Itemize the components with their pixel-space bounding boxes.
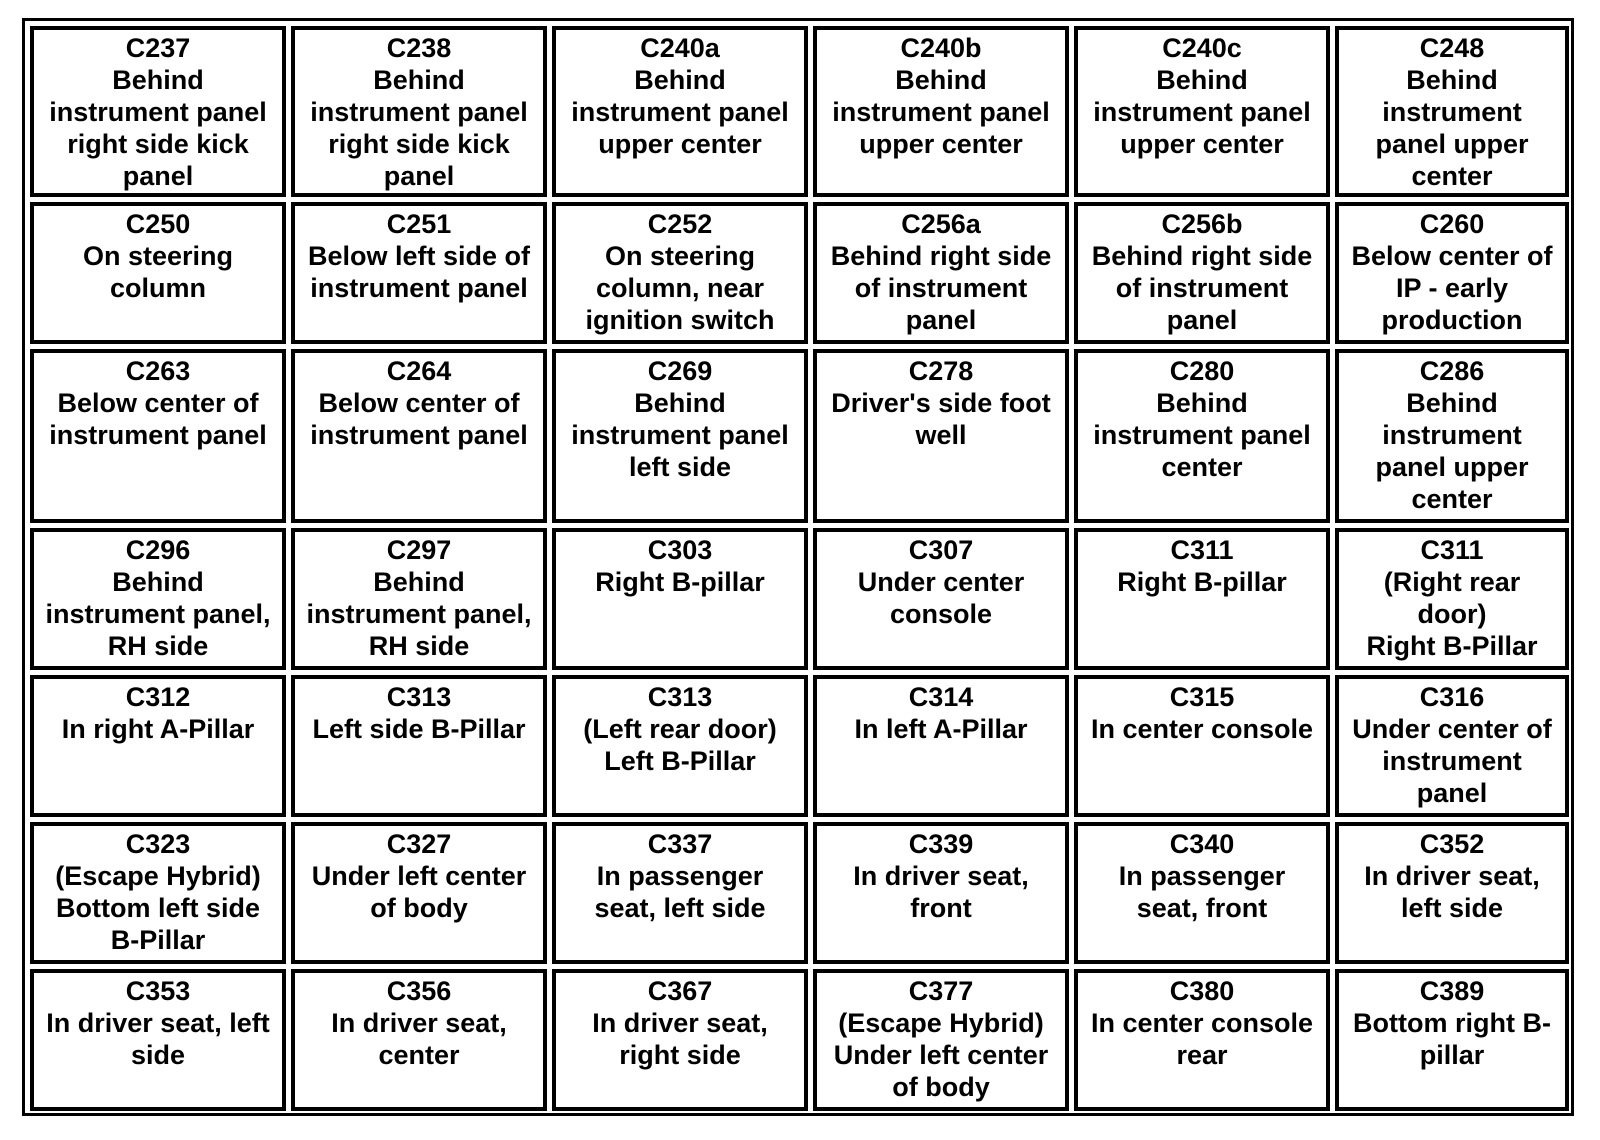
connector-location: On steering column, near ignition switch [585,241,775,335]
connector-cell [291,202,547,344]
connector-code: C314 [908,682,974,712]
connector-location: In driver seat, left side [46,1008,270,1070]
connector-code: C316 [1419,682,1485,712]
connector-location: In center console rear [1090,1008,1314,1070]
connector-cell [1074,349,1330,523]
connector-cell [1074,528,1330,670]
connector-cell [291,822,547,964]
connector-location: Behind instrument panel upper center [832,65,1050,159]
connector-code: C327 [386,829,452,859]
connector-cell [813,822,1069,964]
connector-cell [552,26,808,197]
connector-cell [1335,26,1569,197]
connector-location: Behind instrument panel right side kick panel [49,65,267,191]
connector-cell [1335,822,1569,964]
connector-cell [1335,349,1569,523]
connector-cell [291,675,547,817]
connector-code: C278 [908,356,974,386]
connector-cell [552,349,808,523]
connector-location: Bottom right B- pillar [1353,1008,1551,1070]
connector-location: Behind instrument panel upper center [1375,65,1529,191]
connector-code: C240c [1162,33,1242,63]
connector-location: Below center of IP - early production [1351,241,1553,335]
connector-code: C251 [386,209,452,239]
connector-cell [30,202,286,344]
connector-cell [1074,202,1330,344]
connector-code: C260 [1419,209,1485,239]
connector-location: (Right rear door) Right B-Pillar [1366,567,1538,661]
connector-code: C380 [1169,976,1235,1006]
connector-code: C356 [386,976,452,1006]
connector-location: Right B-pillar [1117,567,1287,597]
connector-cell [1074,675,1330,817]
connector-code: C256b [1161,209,1243,239]
connector-cell [291,349,547,523]
connector-location: In passenger seat, left side [594,861,766,923]
connector-code: C238 [386,33,452,63]
connector-location: Below left side of instrument panel [307,241,531,303]
connector-cell [552,822,808,964]
connector-cell [1335,202,1569,344]
connector-location: Under center console [857,567,1025,629]
connector-code: C315 [1169,682,1235,712]
connector-cell [1335,528,1569,670]
connector-cell [1074,969,1330,1111]
connector-cell [1074,26,1330,197]
connector-location: On steering column [82,241,234,303]
connector-cell [30,822,286,964]
connector-code: C286 [1419,356,1485,386]
connector-code: C248 [1419,33,1485,63]
connector-location: In driver seat, center [331,1008,507,1070]
connector-location: In driver seat, front [853,861,1029,923]
connector-cell [552,528,808,670]
connector-code: C297 [386,535,452,565]
connector-location: In driver seat, left side [1364,861,1540,923]
connector-location: In passenger seat, front [1118,861,1286,923]
connector-code: C303 [647,535,713,565]
connector-code: C311 [1170,535,1234,565]
connector-code: C237 [125,33,191,63]
connector-code: C367 [647,976,713,1006]
connector-code: C312 [125,682,191,712]
connector-cell [30,969,286,1111]
connector-cell [30,349,286,523]
connector-code: C352 [1419,829,1485,859]
connector-location: Behind instrument panel, RH side [306,567,532,661]
connector-cell [30,528,286,670]
connector-location: Below center of instrument panel [49,388,267,450]
connector-code: C250 [125,209,191,239]
connector-cell [813,26,1069,197]
connector-location: Below center of instrument panel [310,388,528,450]
connector-location: In left A-Pillar [854,714,1028,744]
connector-location: (Escape Hybrid) Bottom left side B-Pillar [55,861,261,955]
connector-cell [30,26,286,197]
connector-code: C323 [125,829,191,859]
connector-code: C296 [125,535,191,565]
connector-location: In right A-Pillar [61,714,255,744]
connector-location: Right B-pillar [595,567,765,597]
connector-location-table [22,18,1574,1116]
connector-location: Behind instrument panel upper center [1375,388,1529,514]
connector-code: C313 [647,682,713,712]
connector-location: (Left rear door) Left B-Pillar [583,714,777,776]
connector-cell [30,675,286,817]
connector-cell [1074,822,1330,964]
connector-location: Behind instrument panel, RH side [45,567,271,661]
connector-location: Driver's side foot well [831,388,1051,450]
connector-code: C377 [908,976,974,1006]
connector-location: In driver seat, right side [592,1008,768,1070]
connector-location: Behind instrument panel upper center [571,65,789,159]
connector-code: C264 [386,356,452,386]
connector-location: Behind instrument panel left side [571,388,789,482]
connector-code: C389 [1419,976,1485,1006]
connector-location: Behind instrument panel center [1093,388,1311,482]
connector-code: C313 [386,682,452,712]
connector-location: Behind right side of instrument panel [830,241,1052,335]
connector-code: C340 [1169,829,1235,859]
connector-cell [291,26,547,197]
connector-cell [813,349,1069,523]
connector-location: Under center of instrument panel [1352,714,1552,808]
connector-code: C337 [647,829,713,859]
connector-grid [30,26,1566,1108]
connector-code: C311 [1420,535,1484,565]
connector-location: Under left center of body [311,861,527,923]
connector-location: Behind instrument panel right side kick panel [310,65,528,191]
connector-code: C307 [908,535,974,565]
connector-code: C252 [647,209,713,239]
connector-code: C240a [640,33,720,63]
connector-cell [813,528,1069,670]
connector-cell [552,675,808,817]
connector-cell [1335,675,1569,817]
connector-cell [813,202,1069,344]
connector-code: C280 [1169,356,1235,386]
connector-code: C353 [125,976,191,1006]
connector-cell [552,202,808,344]
connector-cell [291,969,547,1111]
connector-location: Left side B-Pillar [312,714,526,744]
connector-code: C339 [908,829,974,859]
connector-location: (Escape Hybrid) Under left center of body [833,1008,1049,1102]
connector-location: In center console [1090,714,1314,744]
connector-cell [552,969,808,1111]
connector-location: Behind instrument panel upper center [1093,65,1311,159]
connector-location: Behind right side of instrument panel [1091,241,1313,335]
connector-code: C263 [125,356,191,386]
connector-code: C240b [900,33,982,63]
connector-cell [813,969,1069,1111]
connector-cell [1335,969,1569,1111]
connector-cell [813,675,1069,817]
connector-code: C256a [901,209,981,239]
connector-cell [291,528,547,670]
connector-code: C269 [647,356,713,386]
